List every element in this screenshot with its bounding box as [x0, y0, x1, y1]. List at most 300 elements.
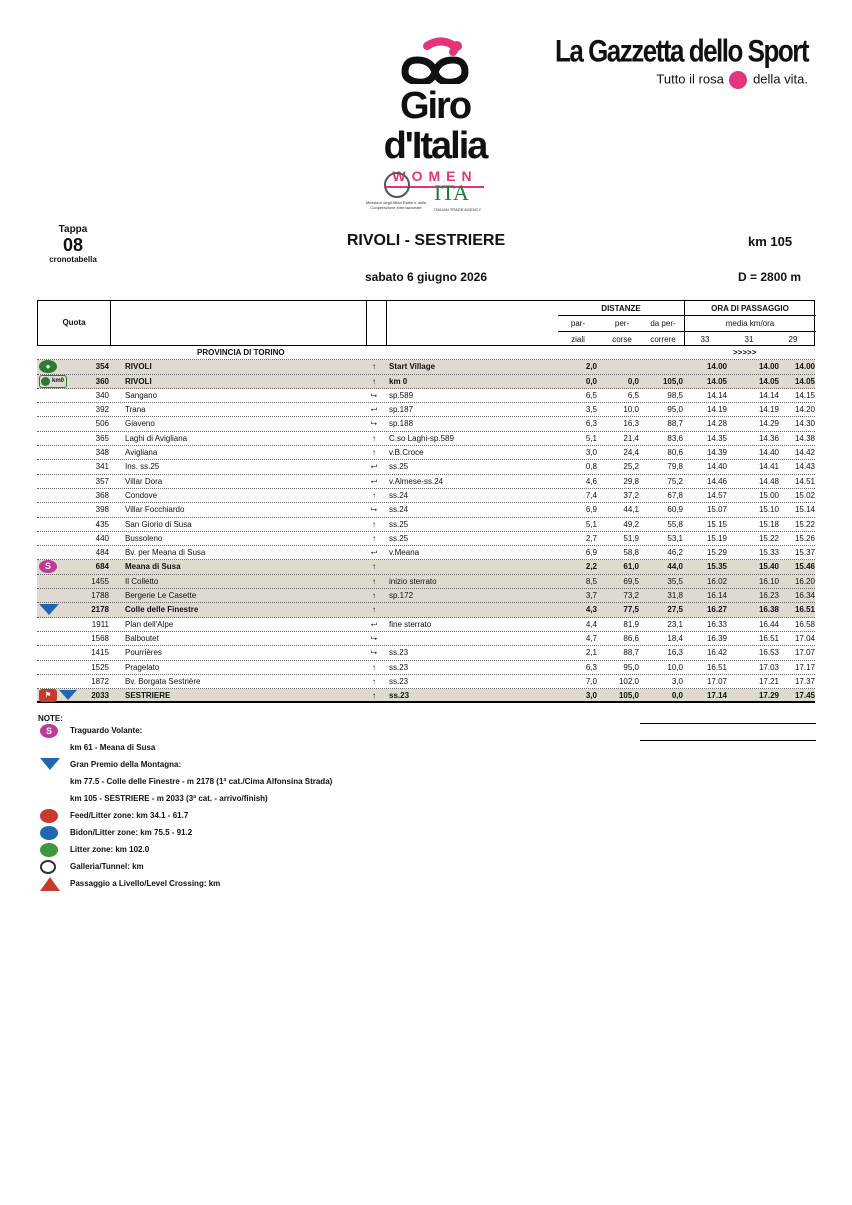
cell-time-29: 14.15 — [794, 390, 815, 400]
cell-remaining-km: 16,3 — [667, 648, 683, 658]
note-gpm-2: km 105 - SESTRIERE - m 2033 (3ª cat. - arrivo/finish) — [70, 794, 268, 803]
cell-direction: ↑ — [372, 490, 376, 500]
cell-covered-km: 24,4 — [623, 448, 639, 458]
cell-time-29: 15.22 — [794, 519, 815, 529]
table-row — [37, 603, 815, 617]
cell-partial-km: 2,1 — [585, 648, 597, 658]
cell-remaining-km: 55,8 — [667, 519, 683, 529]
header-distanze: DISTANZE — [601, 304, 641, 313]
tappa-number: 08 — [62, 235, 84, 255]
cell-time-33: 15.07 — [706, 505, 727, 515]
cell-time-33: 15.15 — [706, 519, 727, 529]
table-row — [37, 389, 815, 403]
cell-time-33: 17.07 — [706, 676, 727, 686]
cell-altitude: 1911 — [91, 619, 109, 629]
cell-time-33: 14.39 — [706, 448, 727, 458]
sprint-icon: S — [39, 560, 57, 573]
giro-name: Giro d'Italia — [383, 85, 487, 167]
cell-time-29: 16.20 — [794, 576, 815, 586]
cell-time-29: 17.45 — [794, 691, 815, 701]
note-gpm-1: km 77.5 - Colle delle Finestre - m 2178 (1ª cat./Cima Alfonsina Strada) — [70, 777, 333, 786]
table-row — [37, 432, 815, 446]
cell-remaining-km: 27,5 — [667, 605, 683, 615]
gpm-icon — [39, 604, 59, 615]
cell-direction: ↑ — [372, 662, 376, 672]
start-village-icon: ● — [39, 360, 57, 373]
cell-remaining-km: 79,8 — [667, 462, 683, 472]
cell-location: Balboutet — [125, 633, 159, 643]
cell-road: ss.24 — [389, 505, 409, 515]
cell-time-31: 14.48 — [758, 476, 779, 486]
cell-time-29: 16.58 — [794, 619, 815, 629]
cell-time-33: 14.46 — [706, 476, 727, 486]
table-row — [37, 503, 815, 517]
cell-time-31: 14.40 — [758, 448, 779, 458]
cell-road: v.B.Croce — [389, 448, 424, 458]
cell-road: ss.23 — [389, 676, 409, 686]
cell-location: RIVOLI — [125, 376, 152, 386]
cell-time-33: 16.33 — [706, 619, 727, 629]
cell-remaining-km: 0,0 — [671, 691, 683, 701]
cell-partial-km: 3,0 — [585, 448, 597, 458]
level-crossing-icon — [40, 877, 60, 891]
cell-direction: ↑ — [372, 676, 376, 686]
cell-location: Plan dell'Alpe — [125, 619, 174, 629]
giro-logo — [380, 36, 490, 188]
cell-altitude: 348 — [95, 448, 109, 458]
header-quota: Quota — [62, 318, 86, 327]
table-row — [37, 618, 815, 632]
cell-direction: ↑ — [372, 519, 376, 529]
cell-altitude: 684 — [95, 562, 109, 572]
cell-time-29: 16.34 — [794, 591, 815, 601]
tappa-subtitle: cronotabella — [49, 255, 97, 264]
notes-title: NOTE: — [38, 714, 63, 723]
note-sprint-1: km 61 - Meana di Susa — [70, 743, 156, 752]
cell-covered-km: 105,0 — [618, 691, 639, 701]
cell-altitude: 341 — [95, 462, 109, 472]
cell-location: Villar Focchiardo — [125, 505, 185, 515]
cell-time-31: 17.29 — [758, 691, 779, 701]
bike-icon — [397, 36, 473, 84]
cell-direction: ⮠ — [370, 476, 378, 486]
cell-time-33: 16.51 — [706, 662, 727, 672]
bidon-zone-icon — [40, 826, 58, 840]
cell-time-31: 14.36 — [758, 433, 779, 443]
cell-partial-km: 6,9 — [585, 548, 597, 558]
cell-direction: ↑ — [372, 376, 376, 386]
cell-direction: ↑ — [372, 448, 376, 458]
cell-direction: ⮡ — [370, 633, 378, 643]
cell-time-29: 14.43 — [794, 462, 815, 472]
cell-time-31: 14.14 — [758, 390, 779, 400]
cell-road: sp.188 — [389, 419, 414, 429]
cell-direction: ↑ — [372, 433, 376, 443]
cell-remaining-km: 18,4 — [667, 633, 683, 643]
cell-road: ss.23 — [389, 691, 410, 701]
cell-remaining-km: 60,9 — [667, 505, 683, 515]
cell-time-31: 16.44 — [758, 619, 779, 629]
cell-remaining-km: 3,0 — [671, 676, 683, 686]
cell-road: ss.24 — [389, 490, 409, 500]
cell-partial-km: 2,0 — [585, 362, 597, 372]
cell-location: Ins. ss.25 — [125, 462, 160, 472]
cell-covered-km: 16,3 — [623, 419, 639, 429]
cell-partial-km: 6,3 — [585, 662, 597, 672]
cell-time-31: 14.19 — [758, 405, 779, 415]
cell-time-33: 14.40 — [706, 462, 727, 472]
cell-remaining-km: 46,2 — [667, 548, 683, 558]
cell-location: Condove — [125, 490, 158, 500]
cell-direction: ⮡ — [370, 390, 378, 400]
cell-altitude: 354 — [95, 362, 109, 372]
cell-covered-km: 6,5 — [627, 390, 639, 400]
cell-covered-km: 44,1 — [623, 505, 639, 515]
cell-covered-km: 81,9 — [623, 619, 639, 629]
cell-partial-km: 4,3 — [585, 605, 597, 615]
cell-location: Pragelato — [125, 662, 160, 672]
cell-road: sp.172 — [389, 591, 414, 601]
litter-zone-icon — [40, 843, 58, 857]
cell-time-33: 14.05 — [706, 376, 727, 386]
cell-time-33: 15.35 — [706, 562, 727, 572]
cell-partial-km: 8,5 — [585, 576, 597, 586]
cell-location: Giaveno — [125, 419, 155, 429]
cell-road: C.so Laghi-sp.589 — [389, 433, 454, 443]
finish-icon: ⚑ — [39, 689, 57, 702]
feed-zone-icon — [40, 809, 58, 823]
km0-icon: km0 — [39, 375, 67, 388]
note-tunnel: Galleria/Tunnel: km — [70, 862, 144, 871]
header-parziali-b: ziali — [571, 335, 585, 344]
table-row — [37, 546, 815, 560]
note-sprint-label: Traguardo Volante: — [70, 726, 143, 735]
cell-time-29: 14.00 — [794, 362, 815, 372]
table-row — [37, 575, 815, 589]
cell-location: Trana — [125, 405, 146, 415]
ita-subtitle: ITALIAN TRADE AGENCY — [434, 207, 482, 212]
cell-time-29: 15.02 — [794, 490, 815, 500]
tunnel-icon — [40, 860, 56, 874]
cell-partial-km: 2,2 — [585, 562, 597, 572]
stage-elevation: D = 2800 m — [738, 270, 802, 284]
cell-time-33: 16.42 — [706, 648, 727, 658]
cell-location: Pourrières — [125, 648, 162, 658]
table-row — [37, 360, 815, 374]
cell-direction: ↑ — [372, 691, 376, 701]
ita-logo: ITA — [434, 180, 469, 205]
emblem-icon — [384, 172, 410, 198]
cell-direction: ⮠ — [370, 619, 378, 629]
cell-covered-km: 58,8 — [623, 548, 639, 558]
cell-covered-km: 102,0 — [618, 676, 639, 686]
table-row — [37, 661, 815, 675]
cell-time-31: 14.05 — [758, 376, 779, 386]
gazzetta-tagline — [555, 71, 808, 89]
table-row — [37, 518, 815, 532]
cell-time-31: 15.40 — [758, 562, 779, 572]
cell-altitude: 435 — [95, 519, 109, 529]
cell-time-31: 15.00 — [758, 490, 779, 500]
cell-altitude: 398 — [95, 505, 109, 515]
cell-time-33: 16.27 — [706, 605, 727, 615]
cell-altitude: 392 — [95, 405, 109, 415]
cell-time-31: 16.10 — [758, 576, 779, 586]
cell-remaining-km: 98,5 — [667, 390, 683, 400]
signature-line — [640, 740, 816, 741]
header-daper-b: correre — [650, 335, 676, 344]
cell-remaining-km: 44,0 — [667, 562, 683, 572]
cell-time-29: 15.46 — [794, 562, 815, 572]
cell-covered-km: 73,2 — [623, 591, 639, 601]
cell-time-31: 17.03 — [758, 662, 779, 672]
cell-altitude: 506 — [95, 419, 109, 429]
cell-location: Colle delle Finestre — [125, 605, 199, 615]
cell-direction: ⮠ — [370, 405, 378, 415]
cell-altitude: 340 — [95, 390, 109, 400]
cell-time-33: 14.19 — [706, 405, 727, 415]
cell-time-29: 15.37 — [794, 548, 815, 558]
cell-location: Bergerie Le Casette — [125, 591, 197, 601]
province-row — [37, 346, 815, 360]
cell-direction: ↑ — [372, 576, 376, 586]
cell-remaining-km: 105,0 — [662, 376, 683, 386]
cell-covered-km: 88,7 — [623, 648, 639, 658]
cell-remaining-km: 95,0 — [667, 405, 683, 415]
timetable — [37, 346, 815, 703]
cell-direction: ⮡ — [370, 505, 378, 515]
cell-location: SESTRIERE — [125, 691, 171, 701]
stage-distance: km 105 — [748, 234, 793, 249]
tagline-part-a: Tutto il rosa — [656, 71, 724, 87]
header-percorse-a: per- — [614, 319, 630, 328]
stage-date: sabato 6 giugno 2026 — [364, 270, 488, 284]
cell-altitude: 1568 — [91, 633, 109, 643]
cell-location: RIVOLI — [125, 362, 152, 372]
cell-time-31: 15.33 — [758, 548, 779, 558]
cell-partial-km: 7,4 — [585, 490, 597, 500]
cell-partial-km: 5,1 — [585, 519, 597, 529]
header-daper-a: da per- — [650, 319, 676, 328]
cell-location: Bv. per Meana di Susa — [125, 548, 206, 558]
cell-remaining-km: 10,0 — [667, 662, 683, 672]
cell-time-33: 14.57 — [706, 490, 727, 500]
cell-time-31: 16.51 — [758, 633, 779, 643]
cell-remaining-km: 83,6 — [667, 433, 683, 443]
header-percorse-b: corse — [612, 335, 632, 344]
province-name: PROVINCIA DI TORINO — [197, 348, 285, 357]
cell-location: Avigliana — [125, 448, 158, 458]
cell-time-33: 14.28 — [706, 419, 727, 429]
cell-remaining-km: 88,7 — [667, 419, 683, 429]
cell-altitude: 2033 — [91, 691, 109, 701]
cell-time-29: 16.51 — [794, 605, 815, 615]
cell-road: inizio sterrato — [389, 576, 437, 586]
cell-partial-km: 0,8 — [585, 462, 597, 472]
cell-location: Meana di Susa — [125, 562, 181, 572]
cell-partial-km: 2,7 — [585, 533, 597, 543]
gazzetta-logo — [555, 32, 808, 89]
cell-partial-km: 6,9 — [585, 505, 597, 515]
cell-time-31: 17.21 — [758, 676, 779, 686]
cell-covered-km: 95,0 — [623, 662, 639, 672]
table-row — [37, 632, 815, 646]
cell-remaining-km: 31,8 — [667, 591, 683, 601]
cell-time-33: 14.14 — [706, 390, 727, 400]
cell-altitude: 1415 — [91, 648, 109, 658]
cell-road: v.Meana — [389, 548, 420, 558]
cell-remaining-km: 80,6 — [667, 448, 683, 458]
tagline-part-b: della vita. — [753, 71, 808, 87]
cell-time-29: 17.37 — [794, 676, 815, 686]
cell-time-29: 14.42 — [794, 448, 815, 458]
table-header — [37, 300, 815, 346]
cell-covered-km: 29,8 — [623, 476, 639, 486]
cell-direction: ↑ — [372, 533, 376, 543]
cell-time-33: 16.14 — [706, 591, 727, 601]
cell-covered-km: 86,6 — [623, 633, 639, 643]
cell-altitude: 2178 — [91, 605, 109, 615]
note-crossing: Passaggio a Livello/Level Crossing: km — [70, 879, 221, 888]
cell-covered-km: 61,0 — [623, 562, 639, 572]
cell-road: v.Almese-ss.24 — [389, 476, 444, 486]
cell-remaining-km: 35,5 — [667, 576, 683, 586]
table-row — [37, 675, 815, 689]
cell-partial-km: 4,4 — [585, 619, 597, 629]
cell-direction: ↑ — [372, 591, 376, 601]
cell-time-31: 15.22 — [758, 533, 779, 543]
cell-covered-km: 0,0 — [627, 376, 639, 386]
ball-icon — [729, 71, 747, 89]
cell-partial-km: 0,0 — [585, 376, 597, 386]
direction-arrows: >>>>> — [733, 348, 757, 357]
cell-time-29: 17.04 — [794, 633, 815, 643]
cell-road: ss.25 — [389, 462, 409, 472]
cell-time-29: 14.51 — [794, 476, 815, 486]
note-gpm-label: Gran Premio della Montagna: — [70, 760, 182, 769]
cell-partial-km: 5,1 — [585, 433, 597, 443]
cell-road: sp.589 — [389, 390, 414, 400]
cell-direction: ↑ — [372, 605, 376, 615]
cell-time-31: 14.41 — [758, 462, 779, 472]
cell-partial-km: 3,5 — [585, 405, 597, 415]
cell-altitude: 484 — [95, 548, 109, 558]
cell-partial-km: 4,6 — [585, 476, 597, 486]
cell-time-29: 14.38 — [794, 433, 815, 443]
cell-road: ss.23 — [389, 648, 409, 658]
cell-road: ss.25 — [389, 519, 409, 529]
signature-line — [640, 723, 816, 724]
cell-time-33: 15.19 — [706, 533, 727, 543]
cell-covered-km: 77,5 — [623, 605, 639, 615]
cell-direction: ↑ — [372, 362, 376, 372]
ministry-text: Ministero degli Affari Esteri e della Cooperazione Internazionale — [365, 200, 427, 210]
cell-remaining-km: 23,1 — [667, 619, 683, 629]
cell-direction: ⮡ — [370, 419, 378, 429]
cell-direction: ⮠ — [370, 548, 378, 558]
cell-covered-km: 69,5 — [623, 576, 639, 586]
cell-time-33: 15.29 — [706, 548, 727, 558]
cell-time-33: 14.00 — [706, 362, 727, 372]
header-ora: ORA DI PASSAGGIO — [711, 304, 789, 313]
header-speed-3: 29 — [788, 335, 798, 344]
cell-time-33: 16.02 — [706, 576, 727, 586]
table-row — [37, 589, 815, 603]
cell-partial-km: 6,5 — [585, 390, 597, 400]
cell-covered-km: 25,2 — [623, 462, 639, 472]
cell-time-31: 16.53 — [758, 648, 779, 658]
cell-time-33: 16.39 — [706, 633, 727, 643]
table-row — [37, 460, 815, 474]
cell-time-31: 16.38 — [758, 605, 779, 615]
table-row — [37, 417, 815, 431]
cell-location: Sangano — [125, 390, 158, 400]
cell-altitude: 365 — [95, 433, 109, 443]
cell-partial-km: 7,0 — [585, 676, 597, 686]
sprint-icon: S — [40, 724, 58, 738]
cell-time-31: 15.10 — [758, 505, 779, 515]
cell-road: ss.25 — [389, 533, 409, 543]
cell-remaining-km: 67,8 — [667, 490, 683, 500]
gazzetta-name: La Gazzetta dello Sport — [555, 32, 808, 69]
notes-section — [38, 712, 538, 894]
cell-altitude: 368 — [95, 490, 109, 500]
cell-time-31: 16.23 — [758, 591, 779, 601]
cell-altitude: 357 — [95, 476, 109, 486]
cell-road: ss.23 — [389, 662, 409, 672]
table-row — [37, 646, 815, 660]
table-row — [37, 403, 815, 417]
cell-location: Villar Dora — [125, 476, 163, 486]
header-speed-1: 33 — [700, 335, 710, 344]
cell-time-29: 17.17 — [794, 662, 815, 672]
gpm-icon — [40, 758, 60, 770]
cell-time-29: 15.26 — [794, 533, 815, 543]
cell-time-33: 14.35 — [706, 433, 727, 443]
cell-road: fine sterrato — [389, 619, 432, 629]
cell-location: San Giorio di Susa — [125, 519, 192, 529]
cell-direction: ⮠ — [370, 462, 378, 472]
header-speed-2: 31 — [744, 335, 754, 344]
cell-partial-km: 4,7 — [585, 633, 597, 643]
cell-time-29: 14.05 — [794, 376, 815, 386]
table-row — [37, 560, 815, 574]
cell-partial-km: 3,7 — [585, 591, 597, 601]
cell-covered-km: 51,9 — [623, 533, 639, 543]
cell-altitude: 1455 — [91, 576, 109, 586]
tappa-label: Tappa — [58, 224, 88, 235]
cell-altitude: 1872 — [91, 676, 109, 686]
cell-time-29: 17.07 — [794, 648, 815, 658]
cell-altitude: 1788 — [91, 591, 109, 601]
cell-partial-km: 6,3 — [585, 419, 597, 429]
cell-location: Il Colletto — [125, 576, 159, 586]
giro-women: WOMEN — [392, 168, 478, 184]
header-media: media km/ora — [725, 319, 775, 328]
cell-time-29: 14.20 — [794, 405, 815, 415]
cell-remaining-km: 75,2 — [667, 476, 683, 486]
cell-remaining-km: 53,1 — [667, 533, 683, 543]
table-row — [37, 689, 815, 703]
note-bidon: Bidon/Litter zone: km 75.5 - 91.2 — [70, 828, 193, 837]
table-row — [37, 446, 815, 460]
cell-time-29: 14.30 — [794, 419, 815, 429]
cell-time-29: 15.14 — [794, 505, 815, 515]
stage-title: RIVOLI - SESTRIERE — [346, 232, 506, 249]
table-row — [37, 532, 815, 546]
table-row — [37, 475, 815, 489]
cell-altitude: 440 — [95, 533, 109, 543]
